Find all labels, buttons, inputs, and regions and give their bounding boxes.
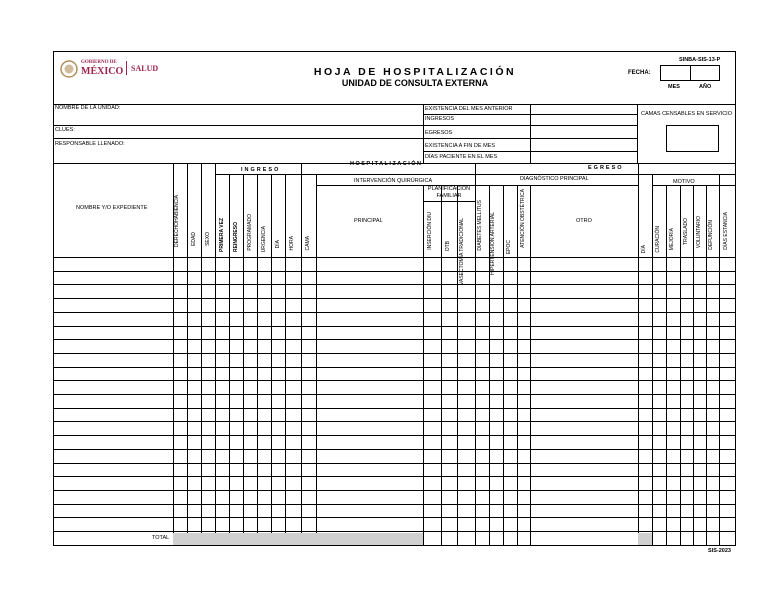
fecha-label: FECHA: — [628, 70, 651, 76]
table-row[interactable] — [53, 312, 736, 313]
table-row[interactable] — [53, 353, 736, 354]
table-row[interactable] — [53, 367, 736, 368]
grid-column-line — [423, 185, 424, 545]
table-row[interactable] — [53, 298, 736, 299]
vasectomia-header: VASECTOMÍA TRADICIONAL — [459, 218, 465, 285]
table-row[interactable] — [53, 476, 736, 477]
grid-column-line — [530, 185, 531, 545]
mejoria-header: MEJORÍA — [669, 228, 675, 251]
hora-header: HORA — [289, 236, 295, 251]
grid-column-line — [301, 163, 302, 545]
existencia-anterior-label: EXISTENCIA DEL MES ANTERIOR — [425, 106, 513, 112]
otb-header: OTB — [445, 241, 451, 252]
logo-salud: SALUD — [131, 64, 159, 73]
table-row[interactable] — [53, 394, 736, 395]
table-row[interactable] — [53, 271, 736, 272]
footer-code: SIS-2023 — [708, 548, 731, 554]
total-fill-left — [173, 533, 423, 545]
table-row[interactable] — [53, 463, 736, 464]
grid-column-line — [489, 185, 490, 545]
otro-header: OTRO — [576, 218, 592, 224]
grid-column-line — [666, 185, 667, 545]
page-title: HOJA DE HOSPITALIZACIÓN — [313, 66, 517, 78]
ingreso-header: INGRESO — [241, 167, 281, 173]
grid-column-line — [693, 185, 694, 545]
planificacion-familiar-header: PLANIFICACIÓN FAMILIAR — [427, 186, 471, 199]
principal-iq-header: PRINCIPAL — [354, 218, 383, 224]
table-row[interactable] — [53, 284, 736, 285]
programado-header: PROGRAMADO — [247, 214, 253, 251]
grid-column-line — [475, 163, 476, 545]
derechohabiencia-header: DERECHOHABIENCIA — [174, 195, 180, 247]
grid-column-line — [706, 185, 707, 545]
table-row[interactable] — [53, 435, 736, 436]
reingreso-header: REINGRESO — [233, 222, 239, 253]
egreso-header: EGRESO — [588, 165, 624, 171]
grid-column-line — [187, 163, 188, 545]
cama-header: CAMA — [305, 236, 311, 251]
table-row[interactable] — [53, 326, 736, 327]
page-subtitle: UNIDAD DE CONSULTA EXTERNA — [341, 78, 489, 88]
clues-label: CLUES: — [55, 127, 75, 133]
table-row[interactable] — [53, 421, 736, 422]
table-row[interactable] — [53, 408, 736, 409]
ingresos-label: INGRESOS — [425, 116, 455, 122]
gobierno-mexico-logo — [60, 57, 170, 81]
diagnostico-principal-header: DIAGNÓSTICO PRINCIPAL — [520, 176, 589, 182]
anio-label: AÑO — [699, 84, 712, 90]
grid-column-line — [638, 163, 639, 545]
urgencia-header: URGENCIA — [261, 226, 267, 253]
camas-censables-input[interactable] — [666, 125, 719, 152]
voluntario-header: VOLUNTARIO — [696, 216, 702, 249]
dia-header: DÍA — [275, 240, 281, 249]
epoc-header: EPOC — [506, 240, 512, 255]
dias-paciente-label: DÍAS PACIENTE EN EL MES — [425, 154, 498, 160]
nombre-unidad-label: NOMBRE DE LA UNIDAD: — [55, 105, 121, 111]
grid-column-line — [173, 163, 174, 545]
grid-column-line — [503, 185, 504, 545]
dias-estancia-header: DÍAS ESTANCIA — [723, 212, 729, 250]
logo-divider — [126, 61, 127, 75]
grid-column-line — [680, 185, 681, 545]
nombre-expediente-header: NOMBRE Y/O EXPEDIENTE — [76, 205, 148, 211]
form-code: SINBA-SIS-13-P — [679, 57, 721, 63]
hipertension-header: HIPERTENSIÓN ARTERIAL — [490, 212, 496, 275]
total-fill-right — [638, 533, 652, 545]
table-row[interactable] — [53, 449, 736, 450]
header-bottom-line — [53, 257, 736, 258]
table-row[interactable] — [53, 504, 736, 505]
edad-header: EDAD — [191, 232, 197, 246]
table-row[interactable] — [53, 517, 736, 518]
dia-egreso-header: DÍA — [641, 245, 647, 254]
grid-column-line — [457, 185, 458, 545]
grid-column-line — [441, 185, 442, 545]
mes-label: MES — [668, 84, 680, 90]
motivo-header: MOTIVO — [673, 179, 695, 185]
sexo-header: SEXO — [205, 232, 211, 246]
grid-column-line — [201, 163, 202, 545]
egresos-label: EGRESOS — [425, 130, 453, 136]
primera-vez-header: PRIMERA VEZ — [219, 218, 225, 252]
responsable-label: RESPONSABLE LLENADO: — [55, 141, 125, 147]
intervencion-quirurgica-header: INTERVENCIÓN QUIRÚRGICA — [354, 178, 433, 184]
table-row[interactable] — [53, 339, 736, 340]
info-top-line — [53, 104, 736, 105]
logo-gov-line2: MÉXICO — [81, 66, 124, 77]
existencia-fin-label: EXISTENCIA A FIN DE MES — [425, 143, 495, 149]
total-label: TOTAL — [152, 535, 170, 541]
atencion-obstetrica-header: ATENCIÓN OBSTÉTRICA — [520, 189, 526, 248]
coat-of-arms-icon — [60, 59, 78, 79]
logo-gov-line1: GOBIERNO DE — [81, 60, 117, 65]
table-row[interactable] — [53, 490, 736, 491]
curacion-header: CURACIÓN — [655, 226, 661, 253]
grid-column-line — [517, 185, 518, 545]
camas-censables-label: CAMAS CENSABLES EN SERVICIO — [641, 111, 732, 117]
insercion-diu-header: INSERCIÓN DIU — [427, 212, 433, 250]
diabetes-header: DIABETES MELLITUS — [477, 200, 483, 251]
table-row[interactable] — [53, 531, 736, 532]
grid-column-line — [215, 163, 216, 545]
hospitalizacion-header: HOSPITALIZACIÓN — [350, 161, 423, 167]
defuncion-header: DEFUNCIÓN — [708, 220, 714, 250]
fecha-input[interactable] — [660, 65, 720, 81]
traslado-header: TRASLADO — [683, 218, 689, 245]
table-row[interactable] — [53, 380, 736, 381]
